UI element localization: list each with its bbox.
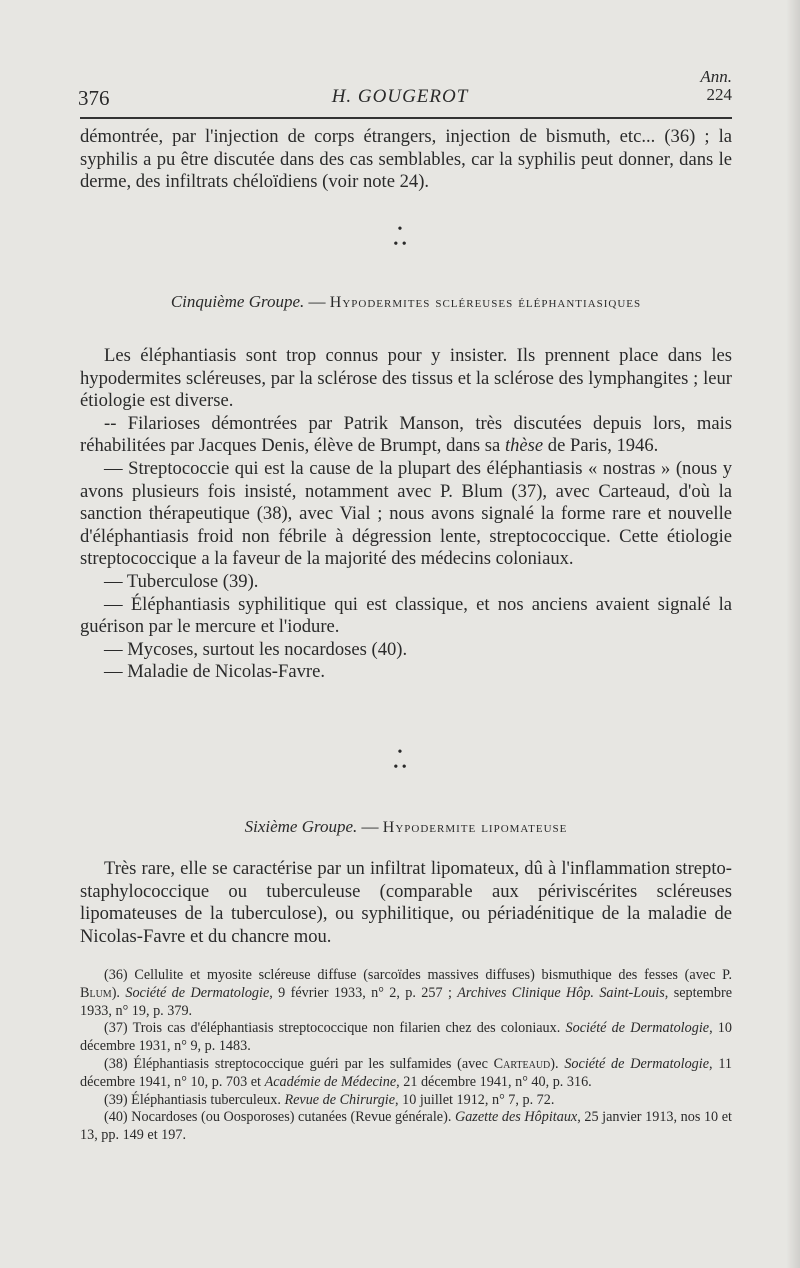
footnote-journal: Revue de Chirurgie xyxy=(284,1091,396,1108)
intro-text: démontrée, par l'injection de corps étrangers, injection de bismuth, etc... (36) ; la syphilis a pu être discutée dans des cas semblables, car la syphilis peut donner, dans le derme, des infiltrats chéloïdiens (voir note 24). xyxy=(80,126,732,193)
page-edge-shadow xyxy=(786,0,800,1268)
footnote-journal: Archives Clinique Hôp. Saint-Louis xyxy=(457,984,665,1001)
section-separator-2 xyxy=(0,745,800,775)
footnote-author: Carteaud xyxy=(493,1055,551,1072)
group5-paragraph-7: — Maladie de Nicolas-Favre. xyxy=(104,661,325,683)
footnote-text: ). xyxy=(111,984,126,1001)
separator-star-top: • xyxy=(397,745,403,760)
group5-paragraph-1: Les éléphantiasis sont trop connus pour y insister. Ils prennent place dans les hypodermites scléreuses, par la sclérose des tissus et la sclérose des lymphangites ; leur étiologie est diverse. xyxy=(80,345,732,412)
group6-body xyxy=(80,858,732,948)
separator-stars-bottom: • • xyxy=(393,760,407,775)
footnote-text: , 25 janvier 1913, nos 10 et 13, pp. 149 et 197. xyxy=(80,1109,732,1144)
group5-paragraph-2-post: de Paris, 1946. xyxy=(543,435,659,457)
footnote-text: (37) Trois cas d'éléphantiasis streptococcique non filarien chez des coloniaux. xyxy=(104,1020,566,1037)
group5-paragraph-2-italic: thèse xyxy=(504,435,544,457)
group5-name: Cinquième Groupe. xyxy=(170,292,305,311)
footnote-text: , 11 décembre 1941, n° 10, p. 703 et xyxy=(80,1055,733,1090)
group6-paragraph: Très rare, elle se caractérise par un infiltrat lipomateux, dû à l'inflammation strepto-staphylococcique ou tuberculeuse (comparable aux périviscérites scléreuses lipomateuses de la tuberculose), ou syphilitique, ou périadénitique de la maladie de Nicolas-Favre et du chancre mou. xyxy=(80,858,732,947)
separator-stars-bottom: • • xyxy=(393,237,407,252)
group6-heading xyxy=(80,817,732,837)
footnote-37 xyxy=(80,1020,732,1056)
footnote-text: , 10 décembre 1931, n° 9, p. 1483. xyxy=(80,1020,732,1055)
footnote-text: , 9 février 1933, n° 2, p. 257 ; xyxy=(269,984,458,1001)
group5-paragraph-5: — Éléphantiasis syphilitique qui est classique, et nos anciens avaient signalé la guérison par le mercure et l'iodure. xyxy=(80,593,732,638)
footnotes xyxy=(80,967,732,1145)
group6-name: Sixième Groupe. xyxy=(244,817,358,836)
group6-dash: — xyxy=(361,817,379,836)
header-rule xyxy=(80,117,732,119)
group5-heading xyxy=(80,292,732,312)
annals-number: 224 xyxy=(706,85,732,104)
group5-subtitle: Hypodermites scléreuses éléphantiasiques xyxy=(329,294,642,311)
page-number: 376 xyxy=(78,86,110,110)
footnote-text: , 21 décembre 1941, n° 40, p. 316. xyxy=(396,1073,592,1090)
footnote-text: ). xyxy=(550,1055,565,1072)
footnote-text: (36) Cellulite et myosite scléreuse diffuse (sarcoïdes massives diffuses) bismuthique des fesses (avec P. xyxy=(104,967,732,983)
footnote-text: , septembre 1933, n° 19, p. 379. xyxy=(80,984,733,1019)
group5-body xyxy=(80,345,732,684)
footnote-40 xyxy=(80,1109,732,1145)
footnote-36 xyxy=(80,967,732,1020)
footnote-39 xyxy=(80,1092,732,1110)
footnote-journal: Société de Dermatologie xyxy=(565,1020,710,1037)
intro-paragraph xyxy=(80,126,732,194)
section-separator-1 xyxy=(0,222,800,252)
footnote-journal: Académie de Médecine xyxy=(264,1073,397,1090)
footnote-author: Blum xyxy=(80,984,112,1001)
group5-paragraph-4: — Tuberculose (39). xyxy=(104,570,259,592)
footnote-text: (40) Nocardoses (ou Oosporoses) cutanées (Revue générale). xyxy=(104,1109,455,1126)
annals-abbrev: Ann. xyxy=(700,67,732,86)
footnote-text: (38) Éléphantiasis streptococcique guéri par les sulfamides (avec xyxy=(104,1055,494,1072)
separator-star-top: • xyxy=(397,222,403,237)
footnote-journal: Gazette des Hôpitaux xyxy=(454,1109,578,1126)
footnote-journal: Société de Dermatologie xyxy=(564,1055,710,1072)
group5-paragraph-6: — Mycoses, surtout les nocardoses (40). xyxy=(104,638,408,660)
group5-paragraph-3: — Streptococcie qui est la cause de la plupart des éléphantiasis « nostras » (nous y avons plusieurs fois insisté, notamment avec P. Blum (37), avec Carteaud, d'où la sanction thérapeutique (38), avec Vial ; nous avons signalé la forme rare et nouvelle d'éléphantiasis froid non fébrile à dégression lente, streptococcique. Cette étiologie streptococcique a la faveur de la majorité des médecins coloniaux. xyxy=(80,457,732,570)
group5-paragraph-2-pre: -- Filarioses démontrées par Patrik Manson, très discutées depuis lors, mais réhabilitées par Jacques Denis, élève de Brumpt, dans sa xyxy=(80,412,732,457)
group5-paragraph-2 xyxy=(80,413,732,458)
footnote-38 xyxy=(80,1056,732,1092)
footnote-text: , 10 juillet 1912, n° 7, p. 72. xyxy=(395,1091,555,1108)
running-title: H. GOUGEROT xyxy=(331,86,469,107)
group6-subtitle: Hypodermite lipomateuse xyxy=(382,819,568,836)
footnote-journal: Société de Dermatologie xyxy=(125,984,270,1001)
group5-dash: — xyxy=(308,292,326,311)
footnote-text: (39) Éléphantiasis tuberculeux. xyxy=(104,1091,285,1108)
